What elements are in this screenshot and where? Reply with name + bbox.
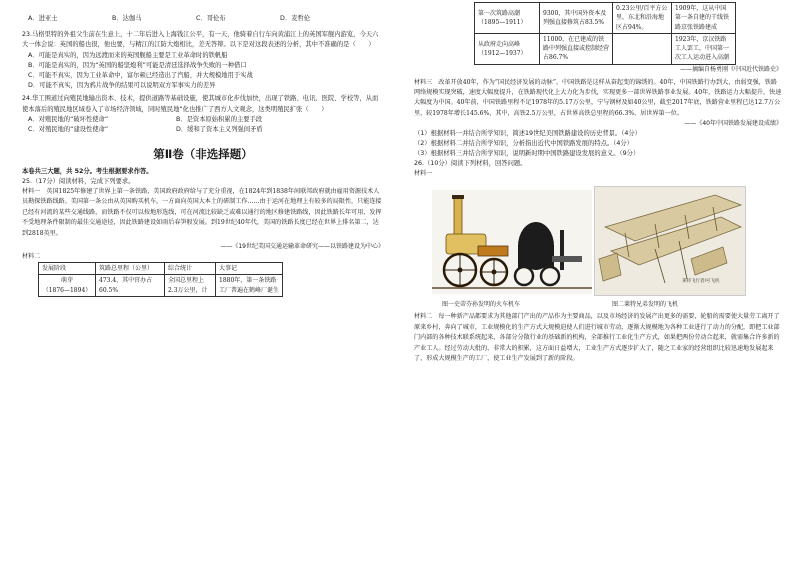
q24-option-c[interactable]: C．对殖民地的“建设性使命”	[28, 125, 109, 133]
table-cell: 1880年，第一条铁路工厂普遍在鹤峰厂诞生	[216, 275, 283, 297]
q24-option-d[interactable]: D．缓和了资本主义列强间矛盾	[176, 125, 263, 133]
q25-question-1: （1）根据材料一并结合所学知识，简述19世纪美国铁路建设的历史背景。（4分）	[414, 129, 641, 137]
q24-options-row2	[22, 125, 384, 135]
q26-stem: 26.（10分）阅读下列材料，回答问题。	[414, 160, 527, 168]
q22-option-c[interactable]: C．哥伦布	[196, 15, 226, 22]
q25-question-3: （3）根据材料三并结合所学知识，说明新时期中国铁路建设发展的意义。（9分）	[414, 150, 640, 158]
q26-material-1-label: 材料一	[414, 170, 433, 178]
table-cell: 第一次筑路高潮 （1895—1911）	[475, 3, 540, 34]
q26-material-2: 材料二 每一种新产品都要求为其他部门产出的产品作为主要商品，以及市场经济的发展产出更多的需要，轮船的需要使大量劳工离开了原来乡村，奔向了城市，工业规模化的生产方式大规模迫使人们进行城市劳动，逐渐大规模地为各种工业进行了动力的分配，即把工业部门内部的各种技术联系统起来，各部分分散行业的基础新的机构，全部推行工业化生产方式，如果把两份劳动合起来，就需集合许多新的产业工人。经过劳动大批的、非常大的积累，这方面日益增大，工业生产方式逐步扩大了，随之工业家的经营组织比较迅速地发展起来了，形成大规模生产的工厂，使工业生产发展到了新的阶段。	[414, 313, 780, 362]
left-column	[22, 0, 384, 562]
table-header-cell: 筑路总里程（公里）	[96, 262, 165, 274]
airplane-photo-caption: 莱特飞行者I号飞机	[682, 278, 720, 284]
right-column	[414, 0, 782, 562]
figure-area	[414, 186, 782, 298]
table-cell: 从政府走向高峰 （1912—1937）	[475, 33, 540, 64]
q23-option-d[interactable]: D．可能不真实，因为鸦片战争的结果可以说明双方军事实力的差异	[28, 82, 216, 90]
table-cell: 9300，其中国外资本及列强直接修筑占83.5%	[540, 3, 613, 34]
q23-stem: 23.马格里特的外祖父生前在生意上，十二年后进入上海钱江公平，有一天，他骑着自行车向黄浦江上的英国军舰内游览，今天六大一体会说：英国的船也很，他也要，与精江的江防大炮相比，差无答辩。以下是对这段表述的分析，其中不准确的是（ ）	[22, 31, 379, 49]
figure-1-caption: 图一史蒂芬孙发明的火车机车	[442, 300, 521, 308]
q22-option-b[interactable]: B．达伽马	[112, 15, 142, 22]
airplane-image	[594, 186, 746, 296]
table-row	[475, 3, 736, 34]
table-row	[475, 33, 736, 64]
table-cell: 萌芽 （1876—1894）	[39, 275, 96, 297]
q24-options-row1	[22, 115, 384, 125]
q22-option-a[interactable]: A．进亚士	[28, 15, 58, 22]
figure-2-caption: 图二莱特兄弟发明的飞机	[612, 300, 679, 308]
table-header-cell: 大事记	[216, 262, 283, 274]
table-cell	[613, 33, 672, 64]
q25-material-3: 材料三 改革开放40年，作为“国民经济发展的动脉”，中国铁路是这样从奋起变的锦绣的。40年，中国铁路行办到大，由弱变强，铁路网络规模实现突破，速度大幅度提升，在铁路现代化上大力化为步伐，实现更多一部世界铁路事业发展。40年，铁路运力大幅提升，快速大幅度为中国。40年前，中国铁路里程不足1978年的5.17万公里，宁与钢材及如40公里，截至2017年底，铁路营业里程已达12.7万公里，较1978年增长145.6%，其中，高铁2.5万公里，占世界高铁总里程的66.3%，居世界第一位。	[414, 78, 782, 117]
q24-stem: 24.华工围道过向殖民地输出资本、技术，提供道路等基础设施，使其城市化步伐加快，出现了铁路、电讯、医院、学校等，从而使本落后的殖民地区域卷入了市场经济领域，同时殖民地“化也推广了西方人文观念，这类明殖民扩张（ ）	[22, 95, 379, 113]
table-cell: 1909年，这从中国第一条自建的干线铁路京张铁路建成	[672, 3, 736, 34]
q23-option-c[interactable]: C．可能不真实，因为工业革命中，富尔顿已经造出了汽船，并大规模地用于实战	[28, 71, 253, 79]
q25-material-1-source: ——《19世纪美国交通运输革命研究——以铁路建设为中心》	[220, 242, 384, 250]
table-cell: 1923年，京汉铁路工人罢工，中国第一次工人运动进入高潮	[672, 33, 736, 64]
table-header-cell: 发展阶段	[39, 262, 96, 274]
table-row	[39, 275, 283, 297]
table-cell: 全国总里程上2.3万公里，计	[165, 275, 216, 297]
q25-table-source: ——摘编自杨勇刚《中国近代铁路史》	[679, 65, 782, 73]
q23-option-b[interactable]: B．可能是真实的，因为“英国的船坚炮利”可能是清廷选择战争失败的一种借口	[28, 61, 247, 69]
figure-captions	[414, 300, 782, 310]
q22-option-d[interactable]: D．麦哲伦	[280, 15, 311, 22]
table-header-row	[39, 262, 283, 274]
section-note: 本卷共三大题，共 52分。考生根据要求作答。	[22, 167, 153, 175]
q25-material-2-label: 材料二	[22, 252, 41, 260]
q25-stem: 25.（17分）阅读材料，完成下列要求。	[22, 177, 135, 185]
q25-question-2: （2）根据材料二并结合所学知识，分析指出近代中国铁路发展的特点。（4分）	[414, 139, 633, 147]
table-cell: 11000，在已建成的铁路中列强直接或控制经营占86.7%	[540, 33, 613, 64]
q25-material-3-source: ——《40年中国铁路发展建设成绩》	[684, 119, 782, 127]
locomotive-image	[432, 190, 592, 294]
q25-material-1: 材料一 英国1825年修建了世界上第一条铁路，美国政府政府给与了充分重视，在1824年到1838年间联邦政府就由雇用资源技术人员勘探铁路线路。美国第一条公由从英国购买机车，一方面向英国大本土的研制工作……由于运河在地理上有较多的局限性，只能连接已经有河流的某些交通线路，而铁路不仅可以按地形选线，可在河流比较缺乏或难以通行的地区修建铁路线，因此铁路长年可用，发挥不受地理条件限制的最佳交通途径，因此铁路建设如雨后春笋般发展。到19世纪40年代，美国的铁路长度已经在世界上排名第二，达到2818英里。	[22, 188, 382, 237]
q24-option-a[interactable]: A．对殖民地的“破坏性使命”	[28, 115, 109, 123]
railway-table-part2	[474, 2, 736, 65]
q22-options	[22, 14, 384, 24]
q23-option-a[interactable]: A．可能是真实的，因为远渡而来的英国舰船主要是工业革命时的铁帆船	[28, 51, 228, 59]
railway-table-part1	[38, 262, 283, 297]
table-header-cell: 综合统计	[165, 262, 216, 274]
q24-option-b[interactable]: B．是资本原始积累的主要手段	[176, 115, 263, 123]
table-cell: 473.4，其中官办占60.5%	[96, 275, 165, 297]
section-title: 第Ⅱ卷（非选择题）	[153, 147, 253, 162]
table-cell: 0.23公里/百平方公里，东北和沿海地区占94%。	[613, 3, 672, 34]
